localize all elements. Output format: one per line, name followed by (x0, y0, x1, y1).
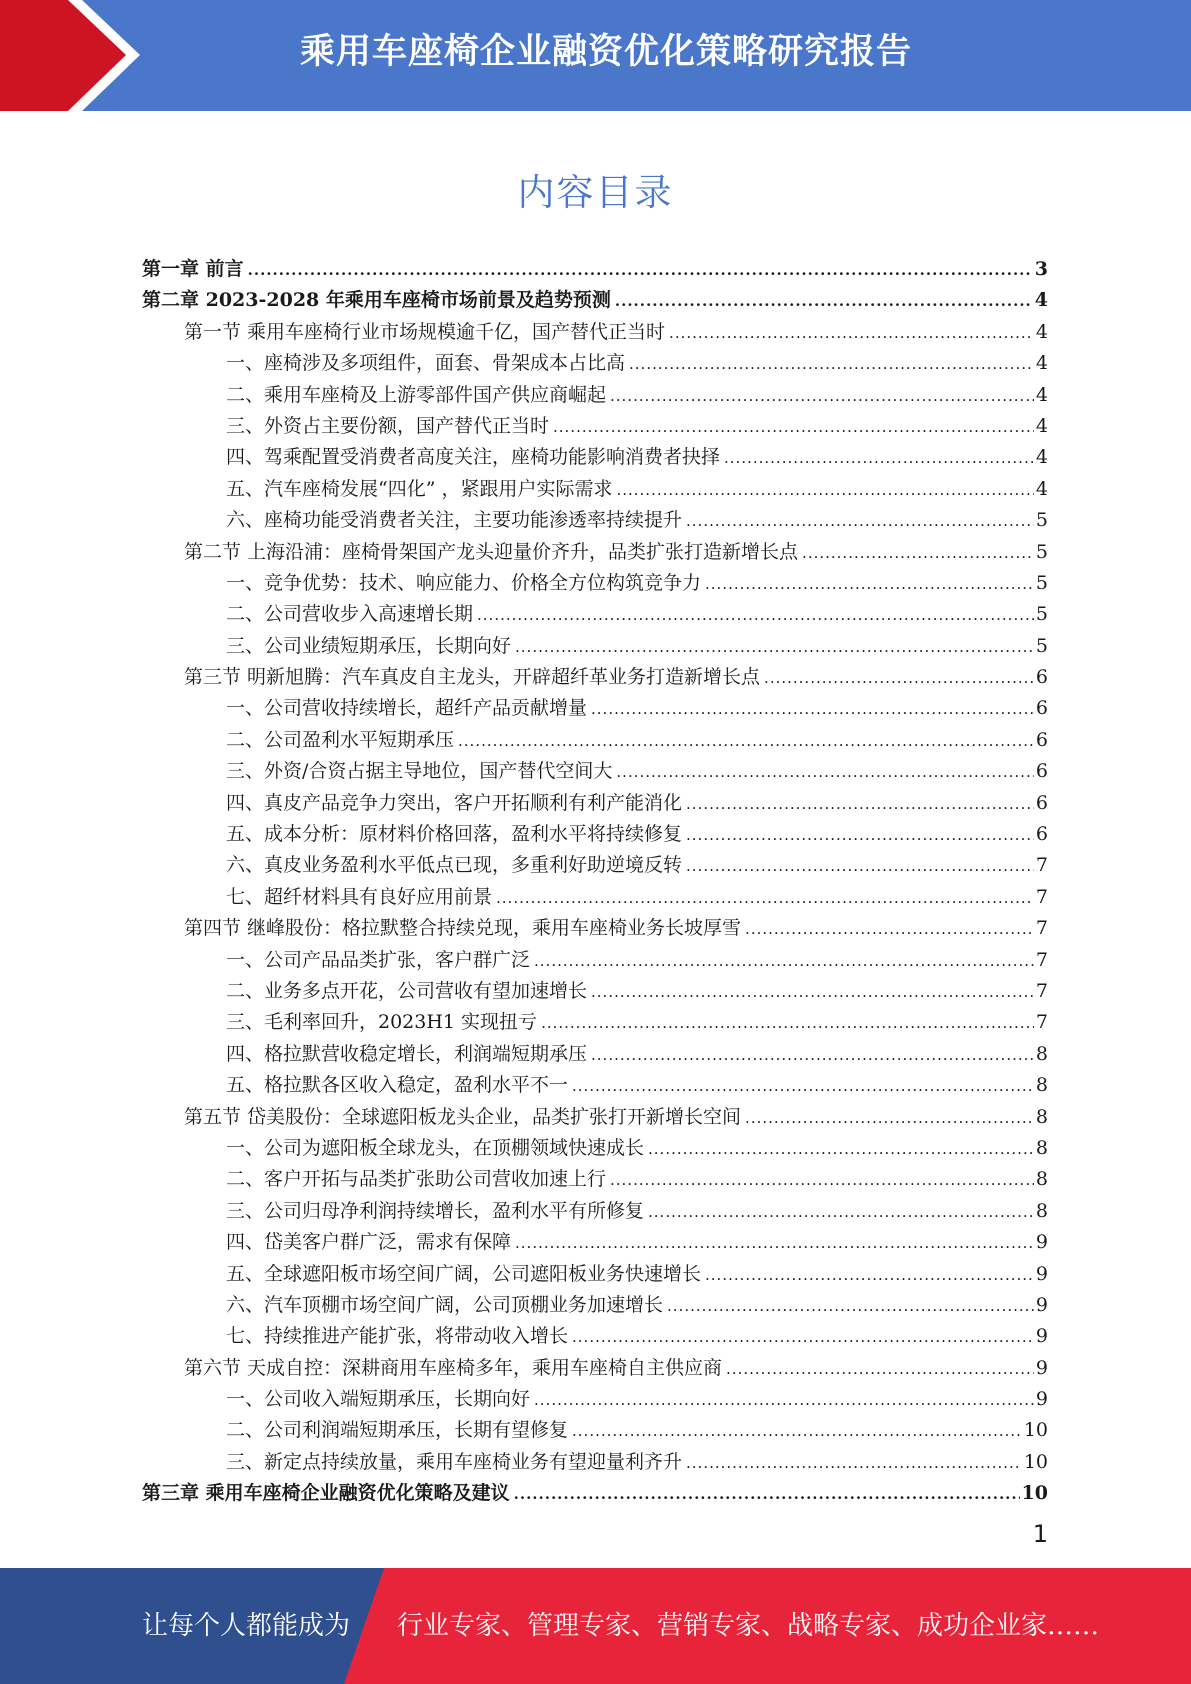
toc-entry-page: 7 (1035, 917, 1048, 940)
toc-entry-text: 二、业务多点开花，公司营收有望加速增长 (226, 979, 588, 1002)
toc-dot-leader (745, 914, 1034, 945)
toc-entry-text: 三、外资占主要份额，国产替代正当时 (226, 414, 550, 437)
toc-entry-text: 二、公司利润端短期承压，长期有望修复 (226, 1419, 569, 1442)
toc-entry[interactable] (142, 348, 1048, 379)
toc-entry[interactable] (142, 756, 1048, 787)
toc-dot-leader (515, 632, 1034, 663)
toc-entry-text: 三、公司业绩短期承压，长期向好 (226, 634, 512, 657)
toc-entry-page: 5 (1035, 603, 1048, 626)
toc-entry[interactable] (142, 819, 1048, 850)
toc-entry[interactable] (142, 693, 1048, 724)
toc-entry-text: 第六节 天成自控：深耕商用车座椅多年，乘用车座椅自主供应商 (184, 1356, 723, 1379)
toc-entry-page: 9 (1035, 1388, 1048, 1411)
toc-entry-text: 一、座椅涉及多项组件，面套、骨架成本占比高 (226, 352, 626, 375)
toc-dot-leader (591, 977, 1034, 1008)
toc-entry-page: 4 (1035, 320, 1048, 343)
toc-entry-text: 七、持续推进产能扩张，将带动收入增长 (226, 1325, 569, 1348)
toc-entry-text: 一、竞争优势：技术、响应能力、价格全方位构筑竞争力 (226, 571, 702, 594)
toc-entry[interactable] (142, 725, 1048, 756)
toc-entry[interactable] (142, 1353, 1048, 1384)
toc-entry-text: 七、超纤材料具有良好应用前景 (226, 885, 493, 908)
toc-entry-page: 4 (1035, 477, 1048, 500)
toc-entry[interactable] (142, 1478, 1048, 1509)
toc-dot-leader (515, 1228, 1034, 1259)
report-header (0, 0, 1191, 111)
toc-entry-text: 四、真皮产品竞争力突出，客户开拓顺利有利产能消化 (226, 791, 683, 814)
toc-dot-leader (496, 883, 1034, 914)
toc-dot-leader (458, 726, 1034, 757)
toc-entry-page: 7 (1035, 948, 1048, 971)
toc-dot-leader (686, 820, 1034, 851)
toc-entry-text: 三、外资/合资占据主导地位，国产替代空间大 (226, 760, 613, 783)
toc-entry-page: 8 (1035, 1136, 1048, 1159)
toc-heading: 内容目录 (517, 171, 674, 214)
toc-dot-leader (591, 694, 1034, 725)
toc-entry[interactable] (142, 788, 1048, 819)
toc-dot-leader (534, 946, 1034, 977)
toc-entry-page: 8 (1035, 1199, 1048, 1222)
toc-entry-page: 7 (1035, 854, 1048, 877)
toc-entry[interactable] (142, 945, 1048, 976)
toc-entry-text: 第一节 乘用车座椅行业市场规模逾千亿，国产替代正当时 (184, 320, 666, 343)
table-of-contents (142, 254, 1048, 1510)
toc-dot-leader (686, 506, 1034, 537)
toc-entry[interactable] (142, 1133, 1048, 1164)
toc-dot-leader (802, 538, 1034, 569)
toc-entry-text: 五、汽车座椅发展“四化” ，紧跟用户实际需求 (226, 477, 613, 500)
toc-dot-leader (686, 851, 1034, 882)
toc-entry[interactable] (142, 380, 1048, 411)
toc-dot-leader (667, 1291, 1034, 1322)
toc-entry-text: 六、真皮业务盈利水平低点已现，多重利好助逆境反转 (226, 854, 683, 877)
toc-entry-page: 8 (1035, 1168, 1048, 1191)
toc-entry[interactable] (142, 254, 1048, 285)
toc-entry-page: 4 (1035, 446, 1048, 469)
toc-entry-page: 7 (1035, 1011, 1048, 1034)
toc-entry-text: 三、新定点持续放量，乘用车座椅业务有望迎量利齐升 (226, 1450, 683, 1473)
toc-entry-page: 9 (1035, 1325, 1048, 1348)
toc-entry[interactable] (142, 1290, 1048, 1321)
toc-entry[interactable] (142, 1227, 1048, 1258)
footer-slogan-left: 让每个人都能成为 (142, 1611, 351, 1641)
page-number: 1 (1032, 1520, 1048, 1548)
toc-dot-leader (616, 475, 1033, 506)
toc-entry[interactable] (142, 1039, 1048, 1070)
toc-entry-text: 第二章 2023-2028 年乘用车座椅市场前景及趋势预测 (142, 289, 611, 312)
toc-entry-page: 6 (1035, 697, 1048, 720)
report-title: 乘用车座椅企业融资优化策略研究报告 (300, 32, 913, 72)
toc-entry-text: 二、公司盈利水平短期承压 (226, 728, 455, 751)
toc-entry[interactable] (142, 568, 1048, 599)
toc-entry-page: 7 (1035, 979, 1048, 1002)
toc-entry-page: 3 (1034, 258, 1048, 280)
toc-entry-text: 二、公司营收步入高速增长期 (226, 603, 474, 626)
toc-dot-leader (610, 1165, 1034, 1196)
toc-entry-page: 9 (1035, 1231, 1048, 1254)
toc-entry-text: 一、公司产品品类扩张，客户群广泛 (226, 948, 531, 971)
toc-dot-leader (629, 349, 1034, 380)
toc-entry-page: 8 (1035, 1074, 1048, 1097)
toc-entry-text: 四、格拉默营收稳定增长，利润端短期承压 (226, 1042, 588, 1065)
toc-entry[interactable] (142, 474, 1048, 505)
toc-entry-text: 六、汽车顶棚市场空间广阔，公司顶棚业务加速增长 (226, 1293, 664, 1316)
toc-entry[interactable] (142, 1164, 1048, 1195)
toc-entry[interactable] (142, 913, 1048, 944)
toc-entry-text: 三、公司归母净利润持续增长，盈利水平有所修复 (226, 1199, 645, 1222)
toc-entry[interactable] (142, 1196, 1048, 1227)
toc-entry-page: 6 (1035, 760, 1048, 783)
toc-entry-page: 4 (1035, 414, 1048, 437)
toc-dot-leader (477, 600, 1034, 631)
toc-dot-leader (572, 1416, 1022, 1447)
toc-entry-text: 一、公司为遮阳板全球龙头，在顶棚领域快速成长 (226, 1136, 645, 1159)
toc-entry[interactable] (142, 1070, 1048, 1101)
toc-entry-text: 一、公司收入端短期承压，长期向好 (226, 1388, 531, 1411)
toc-entry-page: 6 (1035, 791, 1048, 814)
toc-entry-page: 8 (1035, 1042, 1048, 1065)
toc-entry-page: 4 (1035, 383, 1048, 406)
toc-entry[interactable] (142, 1007, 1048, 1038)
toc-entry-text: 五、成本分析：原材料价格回落，盈利水平将持续修复 (226, 823, 683, 846)
toc-dot-leader (553, 412, 1034, 443)
toc-dot-leader (648, 1197, 1034, 1228)
toc-entry-page: 6 (1035, 823, 1048, 846)
toc-entry[interactable] (142, 442, 1048, 473)
toc-entry[interactable] (142, 317, 1048, 348)
toc-dot-leader (705, 569, 1034, 600)
toc-dot-leader (686, 1448, 1022, 1479)
toc-entry-text: 第五节 岱美股份：全球遮阳板龙头企业，品类扩张打开新增长空间 (184, 1105, 742, 1128)
footer-slogan-right: 行业专家、管理专家、营销专家、战略专家、成功企业家…… (397, 1611, 1100, 1641)
toc-entry-text: 二、乘用车座椅及上游零部件国产供应商崛起 (226, 383, 607, 406)
toc-entry-text: 六、座椅功能受消费者关注，主要功能渗透率持续提升 (226, 509, 683, 532)
toc-entry-page: 4 (1035, 352, 1048, 375)
toc-entry-text: 第三章 乘用车座椅企业融资优化策略及建议 (142, 1482, 510, 1505)
red-chevron-icon (0, 0, 160, 111)
toc-entry-text: 四、驾乘配置受消费者高度关注，座椅功能影响消费者抉择 (226, 446, 721, 469)
toc-entry[interactable] (142, 976, 1048, 1007)
toc-dot-leader (248, 255, 1033, 286)
toc-entry-page: 5 (1035, 634, 1048, 657)
toc-entry[interactable] (142, 537, 1048, 568)
toc-entry-text: 第二节 上海沿浦：座椅骨架国产龙头迎量价齐升，品类扩张打造新增长点 (184, 540, 799, 563)
toc-entry-text: 第四节 继峰股份：格拉默整合持续兑现，乘用车座椅业务长坡厚雪 (184, 917, 742, 940)
toc-dot-leader (669, 318, 1034, 349)
toc-entry-page: 8 (1035, 1105, 1048, 1128)
toc-dot-leader (514, 1479, 1020, 1510)
toc-dot-leader (764, 663, 1034, 694)
toc-entry-page: 9 (1035, 1262, 1048, 1285)
toc-dot-leader (572, 1322, 1034, 1353)
toc-entry-text: 五、全球遮阳板市场空间广阔，公司遮阳板业务快速增长 (226, 1262, 702, 1285)
toc-entry[interactable] (142, 1384, 1048, 1415)
toc-entry-page: 5 (1035, 509, 1048, 532)
toc-entry-text: 三、毛利率回升，2023H1 实现扭亏 (226, 1011, 538, 1034)
toc-entry-text: 一、公司营收持续增长，超纤产品贡献增量 (226, 697, 588, 720)
toc-entry[interactable] (142, 1415, 1048, 1446)
toc-entry-page: 10 (1023, 1450, 1048, 1473)
toc-entry-page: 10 (1021, 1482, 1048, 1505)
toc-entry-page: 6 (1035, 728, 1048, 751)
toc-entry[interactable] (142, 1259, 1048, 1290)
toc-entry[interactable] (142, 599, 1048, 630)
toc-dot-leader (686, 789, 1034, 820)
toc-entry[interactable] (142, 1102, 1048, 1133)
slogan-footer (0, 1568, 1191, 1684)
toc-entry-page: 9 (1035, 1293, 1048, 1316)
toc-entry-page: 10 (1023, 1419, 1048, 1442)
toc-entry-text: 第三节 明新旭腾：汽车真皮自主龙头，开辟超纤革业务打造新增长点 (184, 666, 761, 689)
toc-entry-text: 第一章 前言 (142, 258, 244, 280)
toc-dot-leader (610, 381, 1034, 412)
toc-dot-leader (572, 1071, 1034, 1102)
toc-entry[interactable] (142, 505, 1048, 536)
toc-entry-page: 5 (1035, 571, 1048, 594)
toc-dot-leader (591, 1040, 1034, 1071)
toc-entry-page: 7 (1035, 885, 1048, 908)
toc-entry[interactable] (142, 631, 1048, 662)
toc-entry-text: 五、格拉默各区收入稳定，盈利水平不一 (226, 1074, 569, 1097)
toc-entry[interactable] (142, 850, 1048, 881)
toc-dot-leader (745, 1103, 1034, 1134)
toc-entry-page: 5 (1035, 540, 1048, 563)
toc-entry[interactable] (142, 882, 1048, 913)
toc-entry[interactable] (142, 411, 1048, 442)
toc-dot-leader (648, 1134, 1034, 1165)
toc-dot-leader (616, 757, 1034, 788)
toc-dot-leader (541, 1008, 1034, 1039)
toc-entry-page: 9 (1035, 1356, 1048, 1379)
toc-entry-text: 四、岱美客户群广泛，需求有保障 (226, 1231, 512, 1254)
toc-dot-leader (615, 286, 1033, 317)
toc-entry[interactable] (142, 1321, 1048, 1352)
toc-dot-leader (726, 1354, 1034, 1385)
toc-entry[interactable] (142, 1447, 1048, 1478)
toc-entry-text: 二、客户开拓与品类扩张助公司营收加速上行 (226, 1168, 607, 1191)
toc-entry-page: 4 (1034, 289, 1048, 312)
toc-dot-leader (705, 1260, 1034, 1291)
toc-entry[interactable] (142, 285, 1048, 316)
toc-entry-page: 6 (1035, 666, 1048, 689)
toc-entry[interactable] (142, 662, 1048, 693)
toc-dot-leader (724, 443, 1034, 474)
toc-dot-leader (534, 1385, 1034, 1416)
